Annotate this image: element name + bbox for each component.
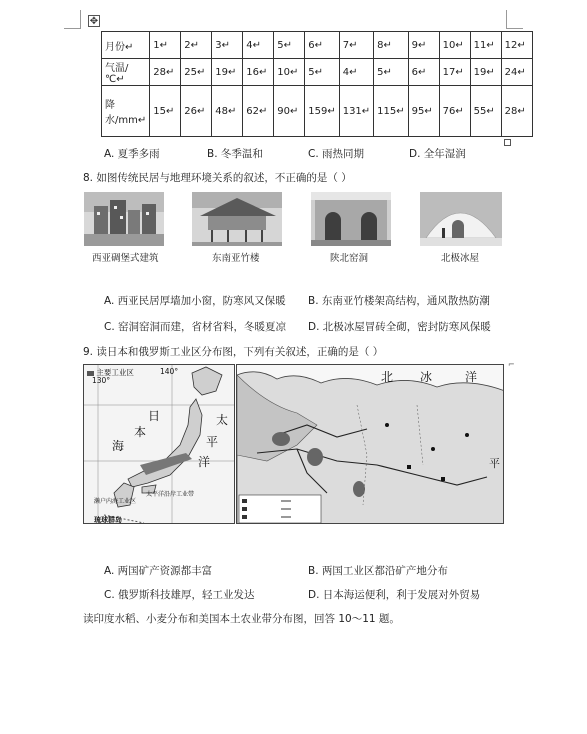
photo-southeast-asia-bamboo-house [192, 192, 282, 246]
q8-stem: 8. 如图传统民居与地理环境关系的叙述，不正确的是（ ） [83, 172, 352, 184]
table-cell: 5↵ [305, 59, 339, 86]
longitude-140-label: 140° [160, 367, 179, 376]
row-label: 气温/℃↵ [102, 59, 150, 86]
q8-option-a: A. 西亚民居厚墙加小窗，防寒风又保暖 [104, 295, 286, 307]
map-char-hai: 海 [112, 439, 125, 453]
map-char-yang: 洋 [198, 455, 211, 469]
table-cell: 10↵ [439, 32, 470, 59]
table-cell: 7↵ [339, 32, 373, 59]
map-char-tai: 太 [216, 413, 229, 427]
table-cell: 16↵ [243, 59, 274, 86]
q7-option-a: A. 夏季多雨 [104, 148, 160, 160]
table-row [102, 59, 533, 86]
q7-option-b: B. 冬季温和 [207, 148, 263, 160]
table-cell: 15↵ [150, 86, 181, 137]
q8-option-c: C. 窑洞窑洞而建，省材省料，冬暖夏凉 [104, 321, 287, 333]
caption-southeast-asia: 东南亚竹楼 [212, 253, 260, 264]
q9-option-d: D. 日本海运便利，利于发展对外贸易 [308, 589, 481, 601]
q9-option-a: A. 两国矿产资源都丰富 [104, 565, 213, 577]
table-cell: 28↵ [150, 59, 181, 86]
table-cell: 25↵ [181, 59, 212, 86]
table-cell: 76↵ [439, 86, 470, 137]
table-cell: 131↵ [339, 86, 373, 137]
table-cell: 5↵ [374, 59, 408, 86]
q9-option-b: B. 两国工业区都沿矿产地分布 [308, 565, 448, 577]
photo-shaanbei-cave-dwelling [311, 192, 391, 246]
caption-arctic: 北极冰屋 [441, 253, 480, 264]
table-cell: 4↵ [243, 32, 274, 59]
q9-option-c: C. 俄罗斯科技雄厚，轻工业发达 [104, 589, 255, 601]
crop-mark-top-left [64, 10, 81, 29]
table-cell: 19↵ [470, 59, 501, 86]
table-cell: 9↵ [408, 32, 439, 59]
table-cell: 6↵ [408, 59, 439, 86]
next-question-intro: 读印度水稻、小麦分布和美国本土农业带分布图，回答 10～11 题。 [83, 613, 400, 625]
caption-west-asia: 西亚碉堡式建筑 [92, 253, 159, 264]
crop-mark-top-right [506, 10, 523, 29]
q7-option-c: C. 雨热同期 [308, 148, 365, 160]
map-char-ping: 平 [206, 435, 219, 449]
legend-swatch-icon [87, 371, 94, 376]
table-cell: 95↵ [408, 86, 439, 137]
table-cell: 2↵ [181, 32, 212, 59]
table-cell: 5↵ [274, 32, 305, 59]
table-end-handle[interactable] [504, 139, 511, 146]
table-cell: 12↵ [501, 32, 532, 59]
table-cell: 48↵ [212, 86, 243, 137]
table-cell: 24↵ [501, 59, 532, 86]
q8-option-b: B. 东南亚竹楼架高结构，通风散热防潮 [308, 295, 490, 307]
map-char-ri: 日 [148, 409, 161, 423]
map-label-ping: 平 [489, 457, 500, 470]
table-cell: 17↵ [439, 59, 470, 86]
q8-option-d: D. 北极冰屋冒砖全砌，密封防寒风保暖 [308, 321, 491, 333]
table-cell: 115↵ [374, 86, 408, 137]
q7-option-d: D. 全年湿润 [409, 148, 466, 160]
table-row [102, 32, 533, 59]
table-cell: 4↵ [339, 59, 373, 86]
table-move-handle-icon[interactable]: ✥ [89, 16, 99, 27]
photo-arctic-igloo [420, 192, 502, 246]
table-cell: 159↵ [305, 86, 339, 137]
table-cell: 1↵ [150, 32, 181, 59]
map-char-ben: 本 [134, 425, 147, 439]
table-cell: 62↵ [243, 86, 274, 137]
table-cell: 28↵ [501, 86, 532, 137]
table-cell: 8↵ [374, 32, 408, 59]
table-cell: 19↵ [212, 59, 243, 86]
table-cell: 26↵ [181, 86, 212, 137]
caption-shaanbei: 陕北窑洞 [330, 253, 369, 264]
legend-label: 主要工业区 [96, 368, 134, 377]
table-cell: 10↵ [274, 59, 305, 86]
setouchi-label: 濑户内海工业区 [94, 498, 137, 505]
russia-industrial-map [236, 364, 504, 524]
paragraph-mark: ⌐ [508, 360, 515, 369]
row-label: 降水/mm↵ [102, 86, 150, 137]
q9-stem: 9. 读日本和俄罗斯工业区分布图，下列有关叙述，正确的是（ ） [83, 346, 384, 358]
table-cell: 55↵ [470, 86, 501, 137]
table-cell: 6↵ [305, 32, 339, 59]
ryukyu-label: 琉球群岛 [94, 516, 122, 524]
map-label-ocean: 洋 [465, 370, 478, 384]
photo-west-asia-fortress-house [84, 192, 164, 246]
table-cell: 90↵ [274, 86, 305, 137]
row-label: 月份↵ [102, 32, 150, 59]
table-cell: 3↵ [212, 32, 243, 59]
map-label-ice: 冰 [420, 370, 433, 384]
japan-industrial-map [83, 364, 235, 524]
map-label-north: 北 [381, 370, 396, 384]
longitude-130-label: 130° [92, 376, 111, 385]
climate-table [101, 31, 533, 137]
table-row [102, 86, 533, 137]
pacific-belt-label: 太平洋沿岸工业带 [146, 491, 195, 498]
russia-map-drawing [237, 365, 504, 524]
table-cell: 11↵ [470, 32, 501, 59]
